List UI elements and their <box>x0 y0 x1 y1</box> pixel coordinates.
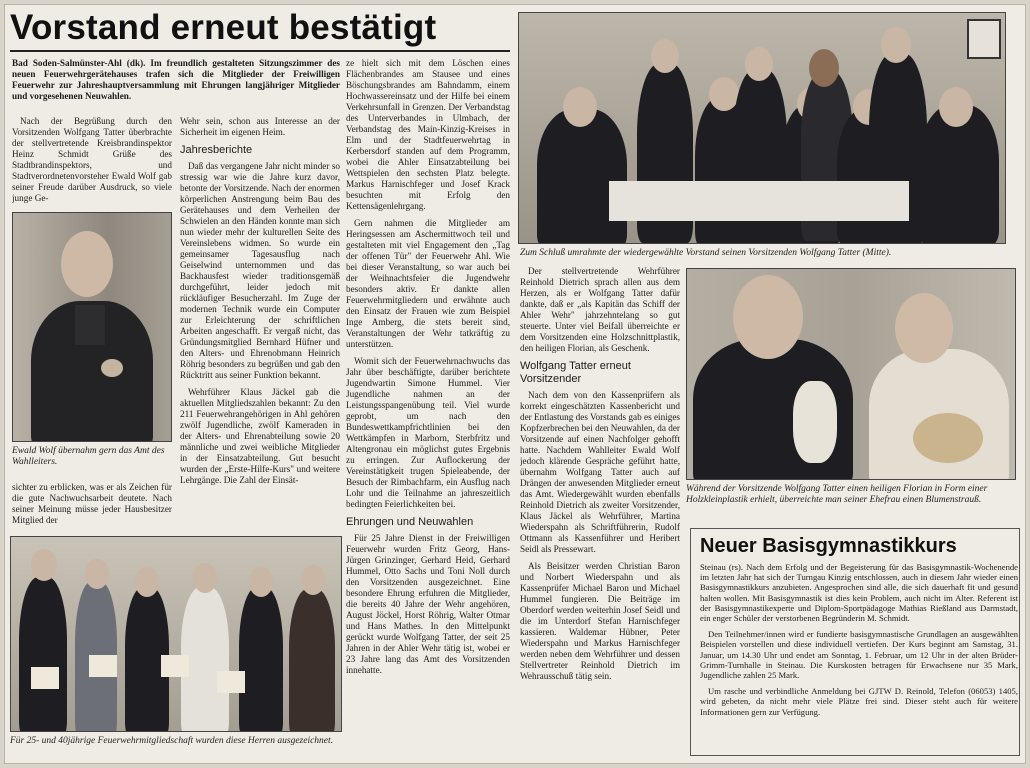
col4-paragraph-1: Der stellvertretende Wehrführer Reinhold Dietrich sprach allen aus dem Herzen, als er Wolfgang Tatter dafür dankte, daß er „als Kapitän das Schiff der Ahler Wehr" jahrzehntelang so gut steuerte. Unter viel Beifall überreichte er dem Vorsitzenden eine Holzschnittplastik, den heiligen Florian, als Geschenk. <box>520 266 680 353</box>
col3-paragraph-1: ze hielt sich mit dem Löschen eines Flächenbrandes am Stausee und eines Böschungsbrandes am Bahndamm, einem Hochwassereinsatz und der Hilfe bei einem Verkehrsunfall in Grenzen. Der Verbandstag des Unterverbandes in Ulmbach, der Verbandstag des Main-Kinzig-Kreises in Elm und der Stadtfeuerwehrtag in Kerbersdorf standen auf dem Programm, wobei die Ahler Einsatzabteilung bei Wettspielen den sechsten Platz belegte. Markus Harnischfeger und Josef Krack besuchten mit Erfolg den Kettensägenlehrgang. <box>346 58 510 211</box>
article-headline: Vorstand erneut bestätigt <box>10 8 437 47</box>
caption-ewald-wolf: Ewald Wolf übernahm gern das Amt des Wahlleiters. <box>12 446 165 467</box>
col3-paragraph-3: Womit sich der Feuerwehrnachwuchs das Jahr über beschäftigte, darüber berichtete Jugendwartin Simone Hummel. Vier Jugendliche nahmen an der Leistungsspangenübung teil. Viel wurde geprobt, um nach den Bundeswettkampfrichtlinien bei den Wettkämpfen in Marborn, Sterbfritz und Altengronau ein möglichst gutes Ergebnis zu erringen. Zur Auflockerung der Vereinstätigkeit trugen Spieleabende, der Besuch der Rimbachfarm, ein Ausflug nach Lohr und die Teilnahme an jahreszeitlich bedingten Feierlichkeiten bei. <box>346 356 510 509</box>
article-lead: Bad Soden-Salmünster-Ahl (dk). Im freundlich gestalteten Sitzungszimmer des neuen Feuerwehrgerätehauses trafen sich die Mitglieder der Freiwilligen Feuerwehr zur Jahreshauptversammlung mit Ehrungen langjähriger Mitglieder und vorgesehenen Neuwahlen. <box>12 58 340 101</box>
box-title: Neuer Basisgymnastikkurs <box>700 535 957 557</box>
photo-ewald-wolf <box>12 212 172 442</box>
column-3 <box>346 58 510 758</box>
subhead-ehrungen: Ehrungen und Neuwahlen <box>346 516 474 528</box>
caption-ehrung: Für 25- und 40jährige Feuerwehrmitgliedschaft wurden diese Herren ausgezeichnet. <box>10 736 334 746</box>
col3-paragraph-2: Gern nahmen die Mitglieder am Heringsessen am Aschermittwoch teil und gestalteten mit viel Engagement den „Tag der offenen Tür" der Feuerwehr Ahl. Wie bei dieser Veranstaltung, so war auch bei der Weihnachtsfeier die Jugendwehr besonders aktiv. Er dankte allen Feuerwehrmitgliedern und erwähnte auch den Einsatz der Frauen wie zum Beispiel Inge Amberg, die stets bereit sind, Veranstaltungen der Wehr tatkräftig zu unterstützen. <box>346 218 510 349</box>
col1-paragraph-cont: sichter zu erblicken, was er als Zeichen für die gute Nachwuchsarbeit deutete. Nach seiner Meinung müsse jeder Hausbesitzer Mitglied der <box>12 482 172 525</box>
col2-paragraph-3: Wehrführer Klaus Jäckel gab die aktuellen Mitgliedszahlen bekannt: Zu den 211 Feuerwehrangehörigen in Ahl gehören zwölf Jugendliche, zwölf Kameraden in der Alters- und Ehrenabteilung sowie 20 männliche und zwei weibliche Mitglieder in der Einsatzabteilung. Gut besucht wurden der „Erste-Hilfe-Kurs" und weitere Lehrgänge. Die Zahl der Einsät- <box>180 387 340 485</box>
column-4 <box>520 266 680 760</box>
box-paragraph-1: Steinau (rs). Nach dem Erfolg und der Begeisterung für das Basisgymnastik-Wochenende im letzten Jahr hat sich der Turngau Kinzig entschlossen, auch in diesem Jahr wieder einen Basisgymnastikkurs anzubieten. Angesprochen sind alle, die sich dauerhaft fit und gesund halten wollen. Mit Basisgymnastik ist dies kein Problem, auch nicht im Alter. Referent ist der Basisgymnastikexperte und Diplom-Sportpädagoge Mathias Rießland aus Darmstadt, ein enger Schüler der verstorbenen Begründerin M. Schmidt. <box>700 562 1018 624</box>
col1-paragraph: Nach der Begrüßung durch den Vorsitzenden Wolfgang Tatter überbrachte der stellvertretende Kreisbrandinspektor Heinz Schmidt Grüße des Stadtbrandinspektors, und Stadtverordnetenvorsteher Ewald Wolf gab seiner Freude darüber Ausdruck, so viele junge Ge- <box>12 116 172 203</box>
column-1-top <box>12 116 172 208</box>
column-1-bottom <box>12 482 172 530</box>
photo-ehrung-group <box>10 536 342 732</box>
box-paragraph-3: Um rasche und verbindliche Anmeldung bei GJTW D. Reinold, Telefon (06053) 1405, wird gebeten, da nicht mehr viele Plätze frei sind. Dieser steht auch für weitere Informationen gern zur Verfügung. <box>700 686 1018 717</box>
caption-florian: Während der Vorsitzende Wolfgang Tatter einen heiligen Florian in Form einer Holzkleinplastik erhielt, überreichte man seiner Ehefrau einen Blumenstrauß. <box>686 484 988 505</box>
box-body <box>700 562 1018 754</box>
box-paragraph-2: Den Teilnehmer/innen wird er fundierte basisgymnastische Grundlagen an ausgewählten Beispielen vorstellen und diese individuell vertiefen. Der Kurs beginnt am Samstag, 31. Januar, um 14.30 Uhr und endet am Sonntag, 1. Februar, um 12 Uhr in der alten Brüder-Grimm-Turnhalle in Steinau. Die Kurskosten betragen für Erwachsene nur 35 Mark, Jugendliche zahlen 25 Mark. <box>700 629 1018 681</box>
col4-paragraph-3: Als Beisitzer werden Christian Baron und Norbert Wiederspahn und als Kassenprüfer Michael Baron und Michael Hummel fungieren. Die Beiträge im Oberdorf werden weiterhin Josef Seidl und die im Unterdorf Stefan Harnischfeger kassieren. Waldemar Hübner, Peter Wiederspahn und Markus Harnischfeger werden neben dem Wehrführer und dessen Stellvertreter Reinhold Dietrich im Wehrausschuß tätig sein. <box>520 561 680 681</box>
subhead-jahresberichte: Jahresberichte <box>180 144 253 156</box>
col4-paragraph-2: Nach dem von den Kassenprüfern als korrekt eingeschätzten Kassenbericht und der Entlastung des Vorstands gab es einiges Kopfzerbrechen bei den Neuwahlen, da der Vorsitzende auf einen Nachfolger gehofft hatte. Nachdem Wahlleiter Ewald Wolf jedoch klärende Gespräche geführt hatte, übernahm Wolfgang Tatter auch auf Drängen der anwesenden Mitglieder erneut das Amt. Wiedergewählt wurden ebenfalls Reinhold Dietrich als zweiter Vorsitzender, Klaus Jäckel als Wehrführer, Martina Wiederspahn als Schriftführerin, Rudolf Ottmann als Kassenführer und Heribert Seidl als Pressewart. <box>520 390 680 554</box>
photo-florian <box>686 268 1016 480</box>
headline-rule <box>10 50 510 52</box>
col2-paragraph-1: Wehr sein, schon aus Interesse an der Sicherheit im eigenen Heim. <box>180 116 340 137</box>
col3-paragraph-4: Für 25 Jahre Dienst in der Freiwilligen Feuerwehr wurden Fritz Georg, Hans-Jürgen Grinzinger, Gerhard Heid, Gerhard Hummel, Otto Sachs und Toni Noll durch den Vorsitzenden ausgezeichnet. Eine besondere Ehrung erfuhren die Mitglieder, die bereits 40 Jahre der Wehr angehören, August Jöckel, Horst Röhrig, Walter Otmar und Hans Mathes. In den Mittelpunkt gerückt wurde Wolfgang Tatter, der seit 25 Jahren in der Ahler Wehr tätig ist, wobei er 23 Jahre lang das Amt des Vorsitzenden innehatte. <box>346 533 510 675</box>
column-2 <box>180 116 340 528</box>
subhead-tatter: Wolfgang Tatter erneut Vorsitzender <box>520 360 631 385</box>
photo-vorstand <box>518 12 1006 244</box>
col2-paragraph-2: Daß das vergangene Jahr nicht minder so stressig war wie die Jahre kurz davor, betonte der Vorsitzende. Nach der enormen körperlichen Anstrengung beim Bau des Gerätehauses und dem Verheilen der Schwielen an den Händen konnte man sich nun wieder mehr der kulturellen Seite des Vereinslebens widmen. So wurde ein gemeinsamer Tagesausflug nach Geiselwind unternommen und das Backhausfest wieder traditionsgemäß durchgeführt, leider jedoch mit rückläufiger Besucherzahl. Im Zuge der modernen Technik wurde ein Computer zur Erleichterung der schriftlichen Arbeiten angeschafft. Er vergaß nicht, das Gründungsmitglied Bernhard Hüfner und den Alters- und Ehrenobmann Heinrich Röhrig besonders zu begrüßen und gab den Rücktritt aus seiner Funktion bekannt. <box>180 161 340 380</box>
caption-vorstand: Zum Schluß umrahmte der wiedergewählte Vorstand seinen Vorsitzenden Wolfgang Tatter (Mitte). <box>520 248 892 258</box>
